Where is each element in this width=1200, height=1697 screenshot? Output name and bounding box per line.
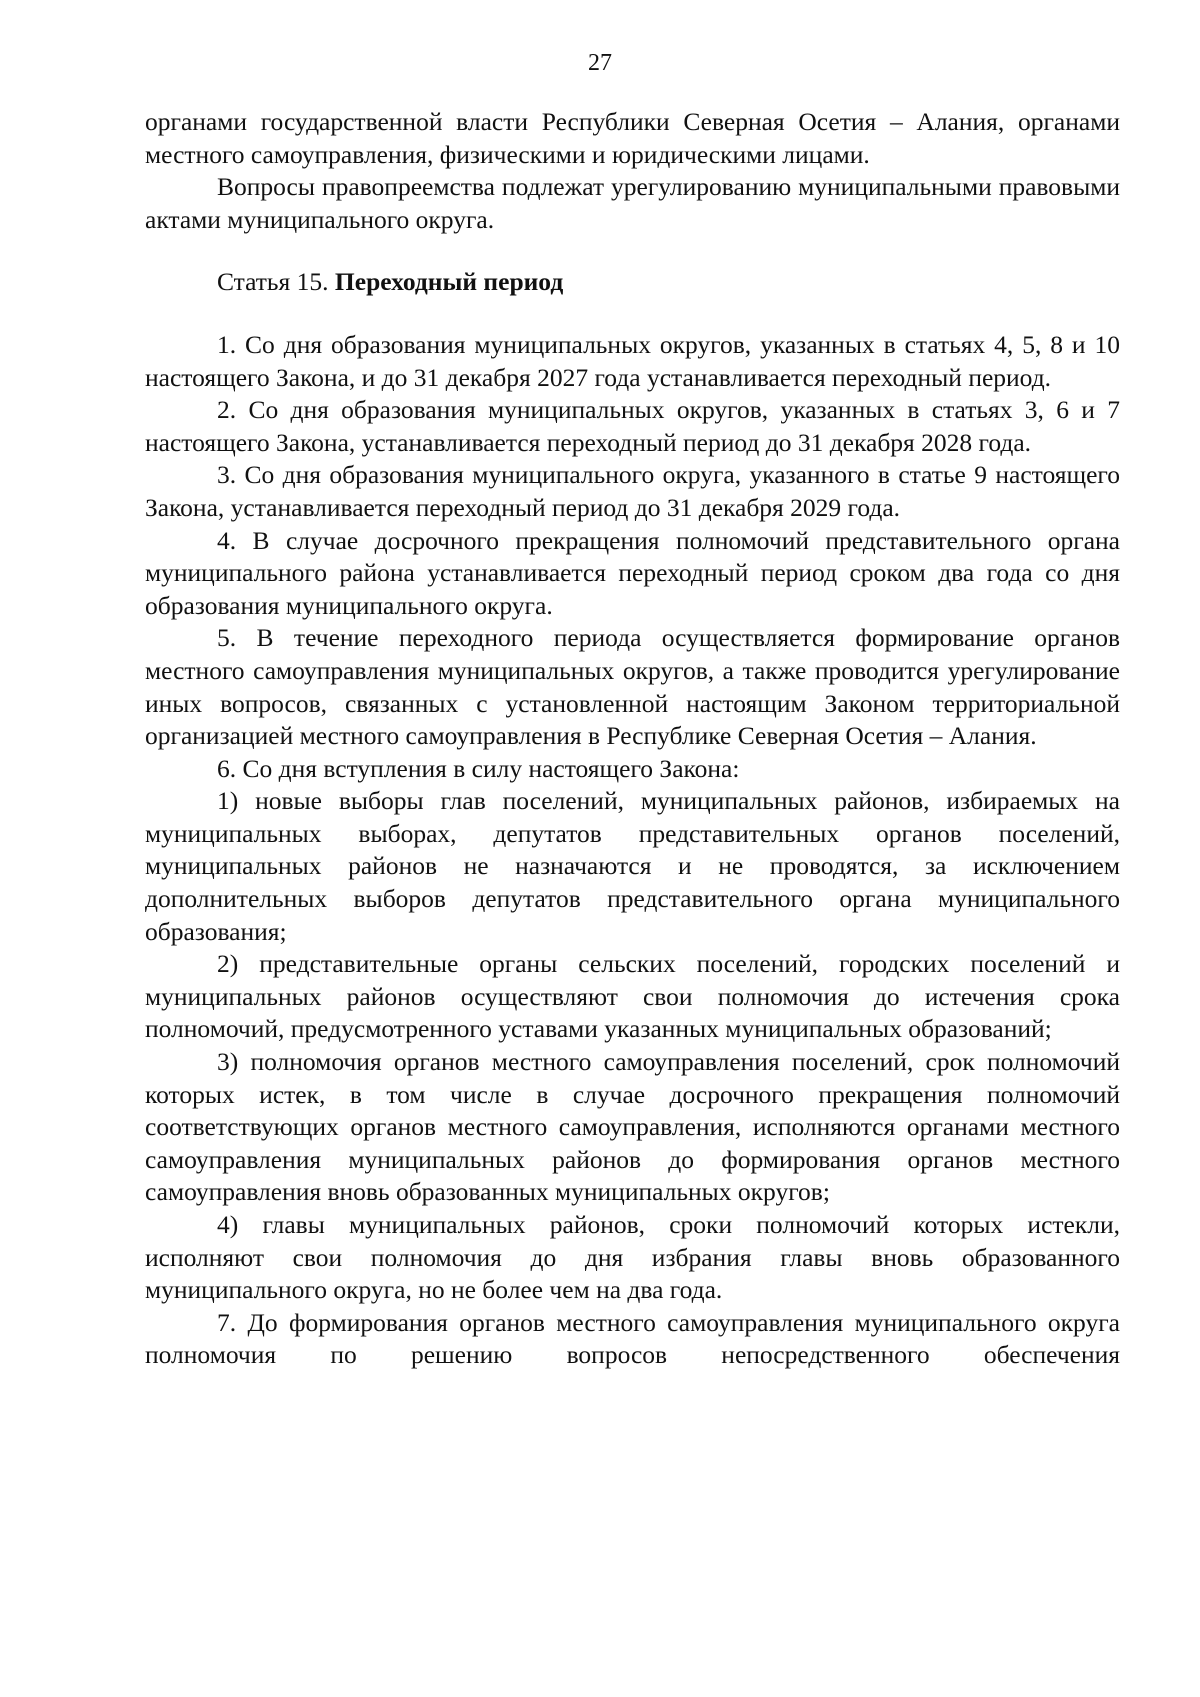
paragraph-subitem-2: 2) представительные органы сельских поселений, городских поселений и муниципальных районов осуществляют свои полномочия до истечения срока полномочий, предусмотренного уставами указанных муниципальных образований;: [145, 949, 1120, 1044]
paragraph-subitem-3: 3) полномочия органов местного самоуправления поселений, срок полномочий которых истек, в том числе в случае досрочного прекращения полномочий соответствующих органов местного самоуправления, исполняются органами местного самоуправления муниципальных районов до формирования органов местного самоуправления вновь образованных муниципальных округов;: [145, 1047, 1120, 1207]
paragraph-succession: Вопросы правопреемства подлежат урегулированию муниципальными правовыми актами муниципального округа.: [145, 172, 1120, 234]
paragraph-item-7: 7. До формирования органов местного самоуправления муниципального округа полномочия по решению вопросов непосредственного обеспечения: [145, 1307, 1120, 1370]
paragraph-item-6: 6. Со дня вступления в силу настоящего Закона:: [217, 753, 740, 783]
paragraph-subitem-1: 1) новые выборы глав поселений, муниципальных районов, избираемых на муниципальных выборах, депутатов представительных органов поселений, муниципальных районов не назначаются и не проводятся, за исключением дополнительных выборов депутатов представительного органа муниципального образования;: [145, 786, 1120, 946]
paragraph-item-5: 5. В течение переходного периода осуществляется формирование органов местного самоуправления муниципальных округов, а также проводится урегулирование иных вопросов, связанных с установленной настоящим Законом территориальной организацией местного самоуправления в Республике Северная Осетия – Алания.: [145, 623, 1120, 751]
paragraph-item-1: 1. Со дня образования муниципальных округов, указанных в статьях 4, 5, 8 и 10 настоящего Закона, и до 31 декабря 2027 года устанавливается переходный период.: [145, 329, 1120, 392]
article-heading: [145, 266, 1120, 299]
paragraph-item-2: 2. Со дня образования муниципальных округов, указанных в статьях 3, 6 и 7 настоящего Закона, устанавливается переходный период до 31 декабря 2028 года.: [145, 395, 1120, 457]
article-prefix: Статья 15.: [217, 267, 329, 297]
paragraph-item-4: 4. В случае досрочного прекращения полномочий представительного органа муниципального района устанавливается переходный период сроком два года со дня образования муниципального округа.: [145, 525, 1120, 620]
article-title: Переходный период: [334, 267, 564, 297]
paragraph-subitem-4: 4) главы муниципальных районов, сроки полномочий которых истекли, исполняют свои полномочия до дня избрания главы вновь образованного муниципального округа, но не более чем на два года.: [145, 1210, 1120, 1305]
page-number: 27: [588, 50, 612, 76]
document-body: [145, 106, 1120, 1372]
paragraph-item-3: 3. Со дня образования муниципального округа, указанного в статье 9 настоящего Закона, устанавливается переходный период до 31 декабря 2029 года.: [145, 460, 1120, 522]
paragraph-continuation: органами государственной власти Республики Северная Осетия – Алания, органами местного самоуправления, физическими и юридическими лицами.: [145, 107, 1120, 169]
